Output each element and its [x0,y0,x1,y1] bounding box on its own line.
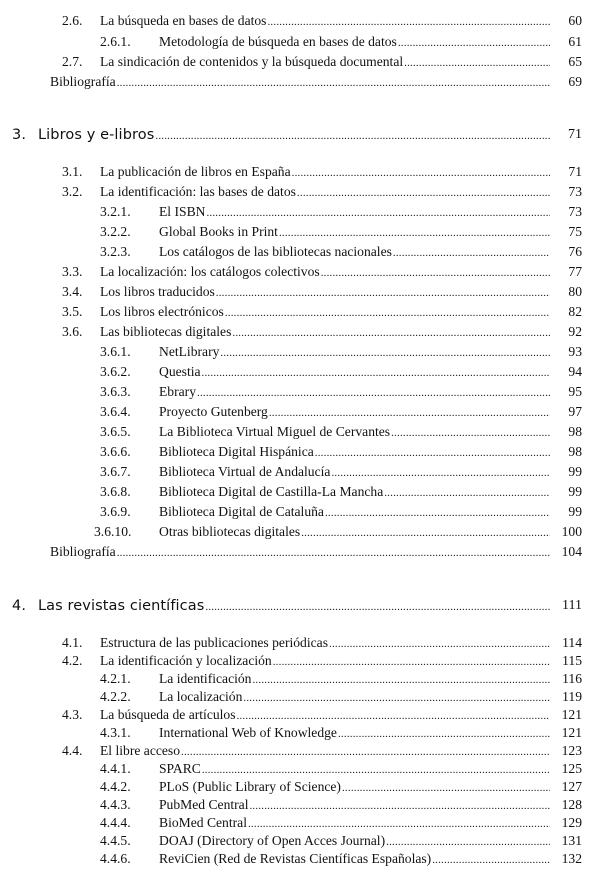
entry-number: 3.6. [62,324,83,339]
entry-title: SPARC [159,761,201,776]
entry-title: Los libros electrónicos [100,304,224,319]
entry-page: 119 [562,689,582,704]
entry-number: 4.4. [62,743,83,758]
entry-number: 2.6. [62,13,83,28]
entry-page: 114 [562,635,582,650]
entry-title: DOAJ (Directory of Open Acces Journal) [159,833,386,848]
entry-number: 4.4.6. [100,851,131,866]
dot-leader [301,524,550,542]
toc-entry [0,423,600,441]
dot-leader [331,464,550,482]
entry-title: Estructura de las publicaciones periódicas [100,635,328,650]
entry-page: 116 [562,671,582,686]
entry-number: 3.6.1. [100,344,131,359]
entry-title: Biblioteca Digital de Cataluña [159,504,324,519]
entry-number: 2.6.1. [100,34,131,49]
entry-title: La publicación de libros en España [100,164,291,179]
chapter-page: 71 [568,127,582,142]
entry-title: Otras bibliotecas digitales [159,524,301,539]
toc-entry [0,688,600,706]
entry-number: 4.4.2. [100,779,131,794]
dot-leader [325,504,550,522]
entry-number: 3.6.6. [100,444,131,459]
toc-entry [0,343,600,361]
toc-entry [0,760,600,778]
entry-number: 3.2.1. [100,204,131,219]
entry-title: Los catálogos de las bibliotecas nacionales [159,244,392,259]
toc-entry [0,543,600,561]
entry-page: 93 [568,344,582,359]
entry-page: 98 [568,444,582,459]
entry-title: La identificación: las bases de datos [100,184,296,199]
entry-page: 80 [568,284,582,299]
entry-number: 3.2.2. [100,224,131,239]
entry-page: 69 [568,74,582,89]
entry-title: Biblioteca Virtual de Andalucía [159,464,331,479]
entry-page: 132 [561,851,582,866]
dot-leader [393,244,550,262]
chapter-title: Libros y e-libros [38,127,155,143]
entry-title: Ebrary [159,384,196,399]
entry-number: 3.6.9. [100,504,131,519]
dot-leader [384,484,550,502]
toc-chapter-heading [0,597,600,615]
entry-number: 3.6.3. [100,384,131,399]
toc-entry [0,33,600,51]
entry-number: 3.2. [62,184,83,199]
entry-page: 95 [568,384,582,399]
dot-leader [216,284,550,302]
entry-page: 123 [561,743,582,758]
entry-page: 98 [568,424,582,439]
dot-leader [117,544,550,562]
toc-entry [0,706,600,724]
chapter-page: 111 [562,598,582,613]
toc-entry [0,323,600,341]
entry-title: La localización [159,689,243,704]
entry-title: Bibliografía [50,74,116,89]
entry-title: Bibliografía [50,544,116,559]
entry-title: La búsqueda en bases de datos [100,13,267,28]
entry-title: La identificación y localización [100,653,272,668]
toc-entry [0,652,600,670]
dot-leader [273,653,550,671]
entry-title: La identificación [159,671,252,686]
dot-leader [279,224,550,242]
dot-leader [249,797,550,815]
entry-page: 73 [568,204,582,219]
toc-entry [0,634,600,652]
entry-title: La Biblioteca Virtual Miguel de Cervantes [159,424,391,439]
entry-page: 94 [568,364,582,379]
entry-number: 2.7. [62,54,83,69]
entry-page: 82 [568,304,582,319]
dot-leader [202,364,550,382]
entry-title: Las bibliotecas digitales [100,324,232,339]
toc-entry [0,303,600,321]
dot-leader [321,264,550,282]
dot-leader [225,304,550,322]
dot-leader [155,127,550,145]
entry-number: 4.2.2. [100,689,131,704]
entry-number: 4.4.5. [100,833,131,848]
toc-entry [0,832,600,850]
entry-page: 99 [568,504,582,519]
dot-leader [117,74,550,92]
entry-number: 4.2. [62,653,83,668]
entry-title: PLoS (Public Library of Science) [159,779,341,794]
entry-number: 4.1. [62,635,83,650]
dot-leader [432,851,550,869]
chapter-number: 4. [12,598,27,614]
entry-number: 3.1. [62,164,83,179]
toc-entry [0,778,600,796]
entry-number: 4.4.4. [100,815,131,830]
toc-entry [0,203,600,221]
entry-title: Global Books in Print [159,224,278,239]
dot-leader [181,743,550,761]
dot-leader [267,13,550,31]
entry-number: 3.3. [62,264,83,279]
entry-number: 3.6.5. [100,424,131,439]
entry-title: NetLibrary [159,344,220,359]
dot-leader [206,204,550,222]
entry-title: International Web of Knowledge [159,725,337,740]
toc-entry [0,163,600,181]
entry-number: 3.6.10. [94,524,132,539]
entry-number: 3.6.8. [100,484,131,499]
toc-entry [0,183,600,201]
entry-title: Metodología de búsqueda en bases de datos [159,34,397,49]
entry-page: 121 [561,725,582,740]
entry-title: El ISBN [159,204,206,219]
entry-page: 77 [568,264,582,279]
dot-leader [243,689,550,707]
toc-entry [0,742,600,760]
entry-page: 75 [568,224,582,239]
chapter-title: Las revistas científicas [38,598,205,614]
entry-page: 73 [568,184,582,199]
entry-page: 115 [562,653,582,668]
entry-page: 99 [568,484,582,499]
dot-leader [197,384,550,402]
entry-page: 131 [561,833,582,848]
entry-number: 3.6.4. [100,404,131,419]
entry-page: 92 [568,324,582,339]
entry-title: PubMed Central [159,797,249,812]
entry-title: Los libros traducidos [100,284,215,299]
dot-leader [220,344,550,362]
entry-page: 128 [561,797,582,812]
entry-page: 61 [568,34,582,49]
entry-page: 100 [561,524,582,539]
entry-number: 3.5. [62,304,83,319]
dot-leader [297,184,550,202]
entry-number: 3.2.3. [100,244,131,259]
toc-entry [0,850,600,868]
toc-entry [0,223,600,241]
entry-title: Questia [159,364,201,379]
dot-leader [248,815,550,833]
entry-page: 97 [568,404,582,419]
entry-title: Biblioteca Digital Hispánica [159,444,314,459]
entry-title: Biblioteca Digital de Castilla-La Mancha [159,484,384,499]
toc-entry [0,73,600,91]
entry-page: 129 [561,815,582,830]
toc-entry [0,283,600,301]
entry-number: 3.4. [62,284,83,299]
dot-leader [237,707,550,725]
toc-entry [0,483,600,501]
entry-page: 65 [568,54,582,69]
entry-number: 4.3. [62,707,83,722]
toc-entry [0,724,600,742]
entry-number: 4.4.3. [100,797,131,812]
entry-number: 4.2.1. [100,671,131,686]
dot-leader [342,779,550,797]
toc-entry [0,670,600,688]
toc-entry [0,814,600,832]
entry-page: 125 [561,761,582,776]
entry-title: La búsqueda de artículos [100,707,236,722]
dot-leader [315,444,550,462]
entry-title: BioMed Central [159,815,247,830]
entry-number: 4.3.1. [100,725,131,740]
dot-leader [202,761,550,779]
entry-page: 127 [561,779,582,794]
entry-page: 104 [561,544,582,559]
dot-leader [398,34,550,52]
dot-leader [269,404,550,422]
dot-leader [329,635,550,653]
dot-leader [232,324,550,342]
entry-title: La sindicación de contenidos y la búsqueda documental [100,54,404,69]
toc-entry [0,243,600,261]
dot-leader [252,671,550,689]
toc-entry [0,443,600,461]
toc-entry [0,383,600,401]
entry-number: 3.6.7. [100,464,131,479]
dot-leader [391,424,550,442]
entry-number: 3.6.2. [100,364,131,379]
chapter-number: 3. [12,127,27,143]
toc-entry [0,523,600,541]
toc-entry [0,503,600,521]
toc-entry [0,363,600,381]
toc-entry [0,53,600,71]
entry-page: 60 [568,13,582,28]
toc-chapter-heading [0,126,600,144]
entry-title: ReviCien (Red de Revistas Científicas Españolas) [159,851,432,866]
dot-leader [386,833,550,851]
toc-entry [0,463,600,481]
dot-leader [292,164,550,182]
dot-leader [205,598,550,616]
toc-entry [0,12,600,30]
entry-page: 76 [568,244,582,259]
entry-number: 4.4.1. [100,761,131,776]
entry-page: 121 [561,707,582,722]
toc-entry [0,263,600,281]
entry-title: Proyecto Gutenberg [159,404,268,419]
entry-page: 99 [568,464,582,479]
toc-entry [0,403,600,421]
entry-page: 71 [568,164,582,179]
entry-title: El libre acceso [100,743,181,758]
toc-entry [0,796,600,814]
dot-leader [404,54,550,72]
entry-title: La localización: los catálogos colectivos [100,264,320,279]
dot-leader [338,725,550,743]
